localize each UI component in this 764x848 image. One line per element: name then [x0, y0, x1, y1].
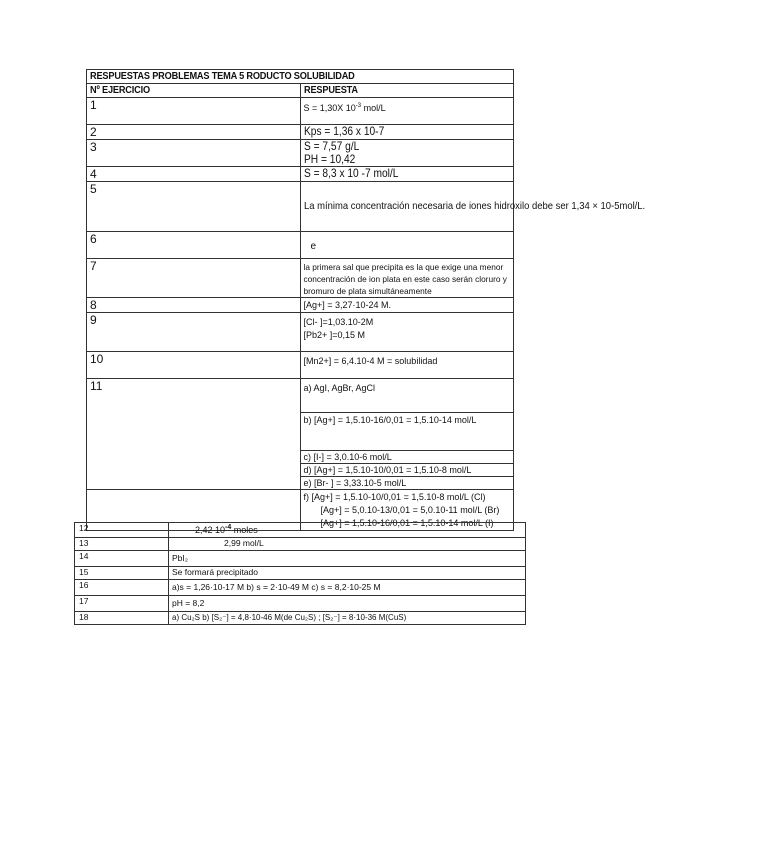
table-row: 4 S = 8,3 x 10 -7 mol/L: [87, 167, 514, 182]
table-row: 16 a)s = 1,26·10-17 M b) s = 2·10-49 M c) s = 8,2·10-25 M: [75, 580, 526, 596]
table-row: 14 PbI₂: [75, 551, 526, 567]
header-ejercicio: Nº EJERCICIO: [87, 84, 301, 98]
table-row: 18 a) Cu₂S b) [S₂⁻] = 4,8·10-46 M(de Cu₂S) ; [S₂⁻] = 8·10-36 M(CuS): [75, 612, 526, 625]
table-row: d) [Ag+] = 1,5.10-10/0,01 = 1,5.10-8 mol/L: [87, 464, 514, 477]
table-title-cell: [87, 70, 514, 84]
table-row: e) [Br- ] = 3,33.10-5 mol/L: [87, 477, 514, 490]
header-respuesta: RESPUESTA: [300, 84, 514, 98]
answers-table: [86, 69, 645, 531]
table-row: 9 [Cl- ]=1,03.10-2M [Pb2+ ]=0,15 M: [87, 313, 514, 352]
table-row: f) [Ag+] = 1,5.10-10/0,01 = 1,5.10-8 mol/L (Cl) [Ag+] = 5,0.10-13/0,01 = 5,0.10-11 mol/L (Br) [Ag+] = 1,5.10-16/0,01 = 1,5.10-14 mol/L (I): [87, 490, 514, 531]
table-row: 1 S = 1,30X $10^{-3}$ mol/L: [87, 98, 514, 125]
answers-table-continued: [74, 522, 526, 625]
table-row: 12 2,42 $10^{-4}$ moles: [75, 523, 526, 538]
table-row: 5 La mínima concentración necesaria de iones hidroxilo debe ser 1,34 × 10-5mol/L.: [87, 182, 514, 232]
table-row: c) [I-] = 3,0.10-6 mol/L: [87, 451, 514, 464]
table-row: 13 2,99 mol/L: [75, 538, 526, 551]
table-title: RESPUESTAS PROBLEMAS TEMA 5 RODUCTO SOLUBILIDAD: [90, 71, 355, 82]
table-row: 15 Se formará precipitado: [75, 567, 526, 580]
table-row: 2 Kps = 1,36 x 10-7: [87, 125, 514, 140]
table-row: 6 e: [87, 232, 514, 259]
table-row: 8 [Ag+] = 3,27·10-24 M.: [87, 298, 514, 313]
table-row: 7 la primera sal que precipita es la que exige una menor concentración de ion plata en este caso serán cloruro y bromuro de plata simultáneamente: [87, 259, 514, 298]
table-row: 17 pH = 8,2: [75, 596, 526, 612]
table-row: 3 S = 7,57 g/L PH = 10,42: [87, 140, 514, 167]
table-row: b) [Ag+] = 1,5.10-16/0,01 = 1,5.10-14 mol/L: [87, 413, 514, 451]
table-row: 10 [Mn2+] = 6,4.10-4 M = solubilidad: [87, 352, 514, 379]
table-row: 11 a) AgI, AgBr, AgCl: [87, 379, 514, 413]
